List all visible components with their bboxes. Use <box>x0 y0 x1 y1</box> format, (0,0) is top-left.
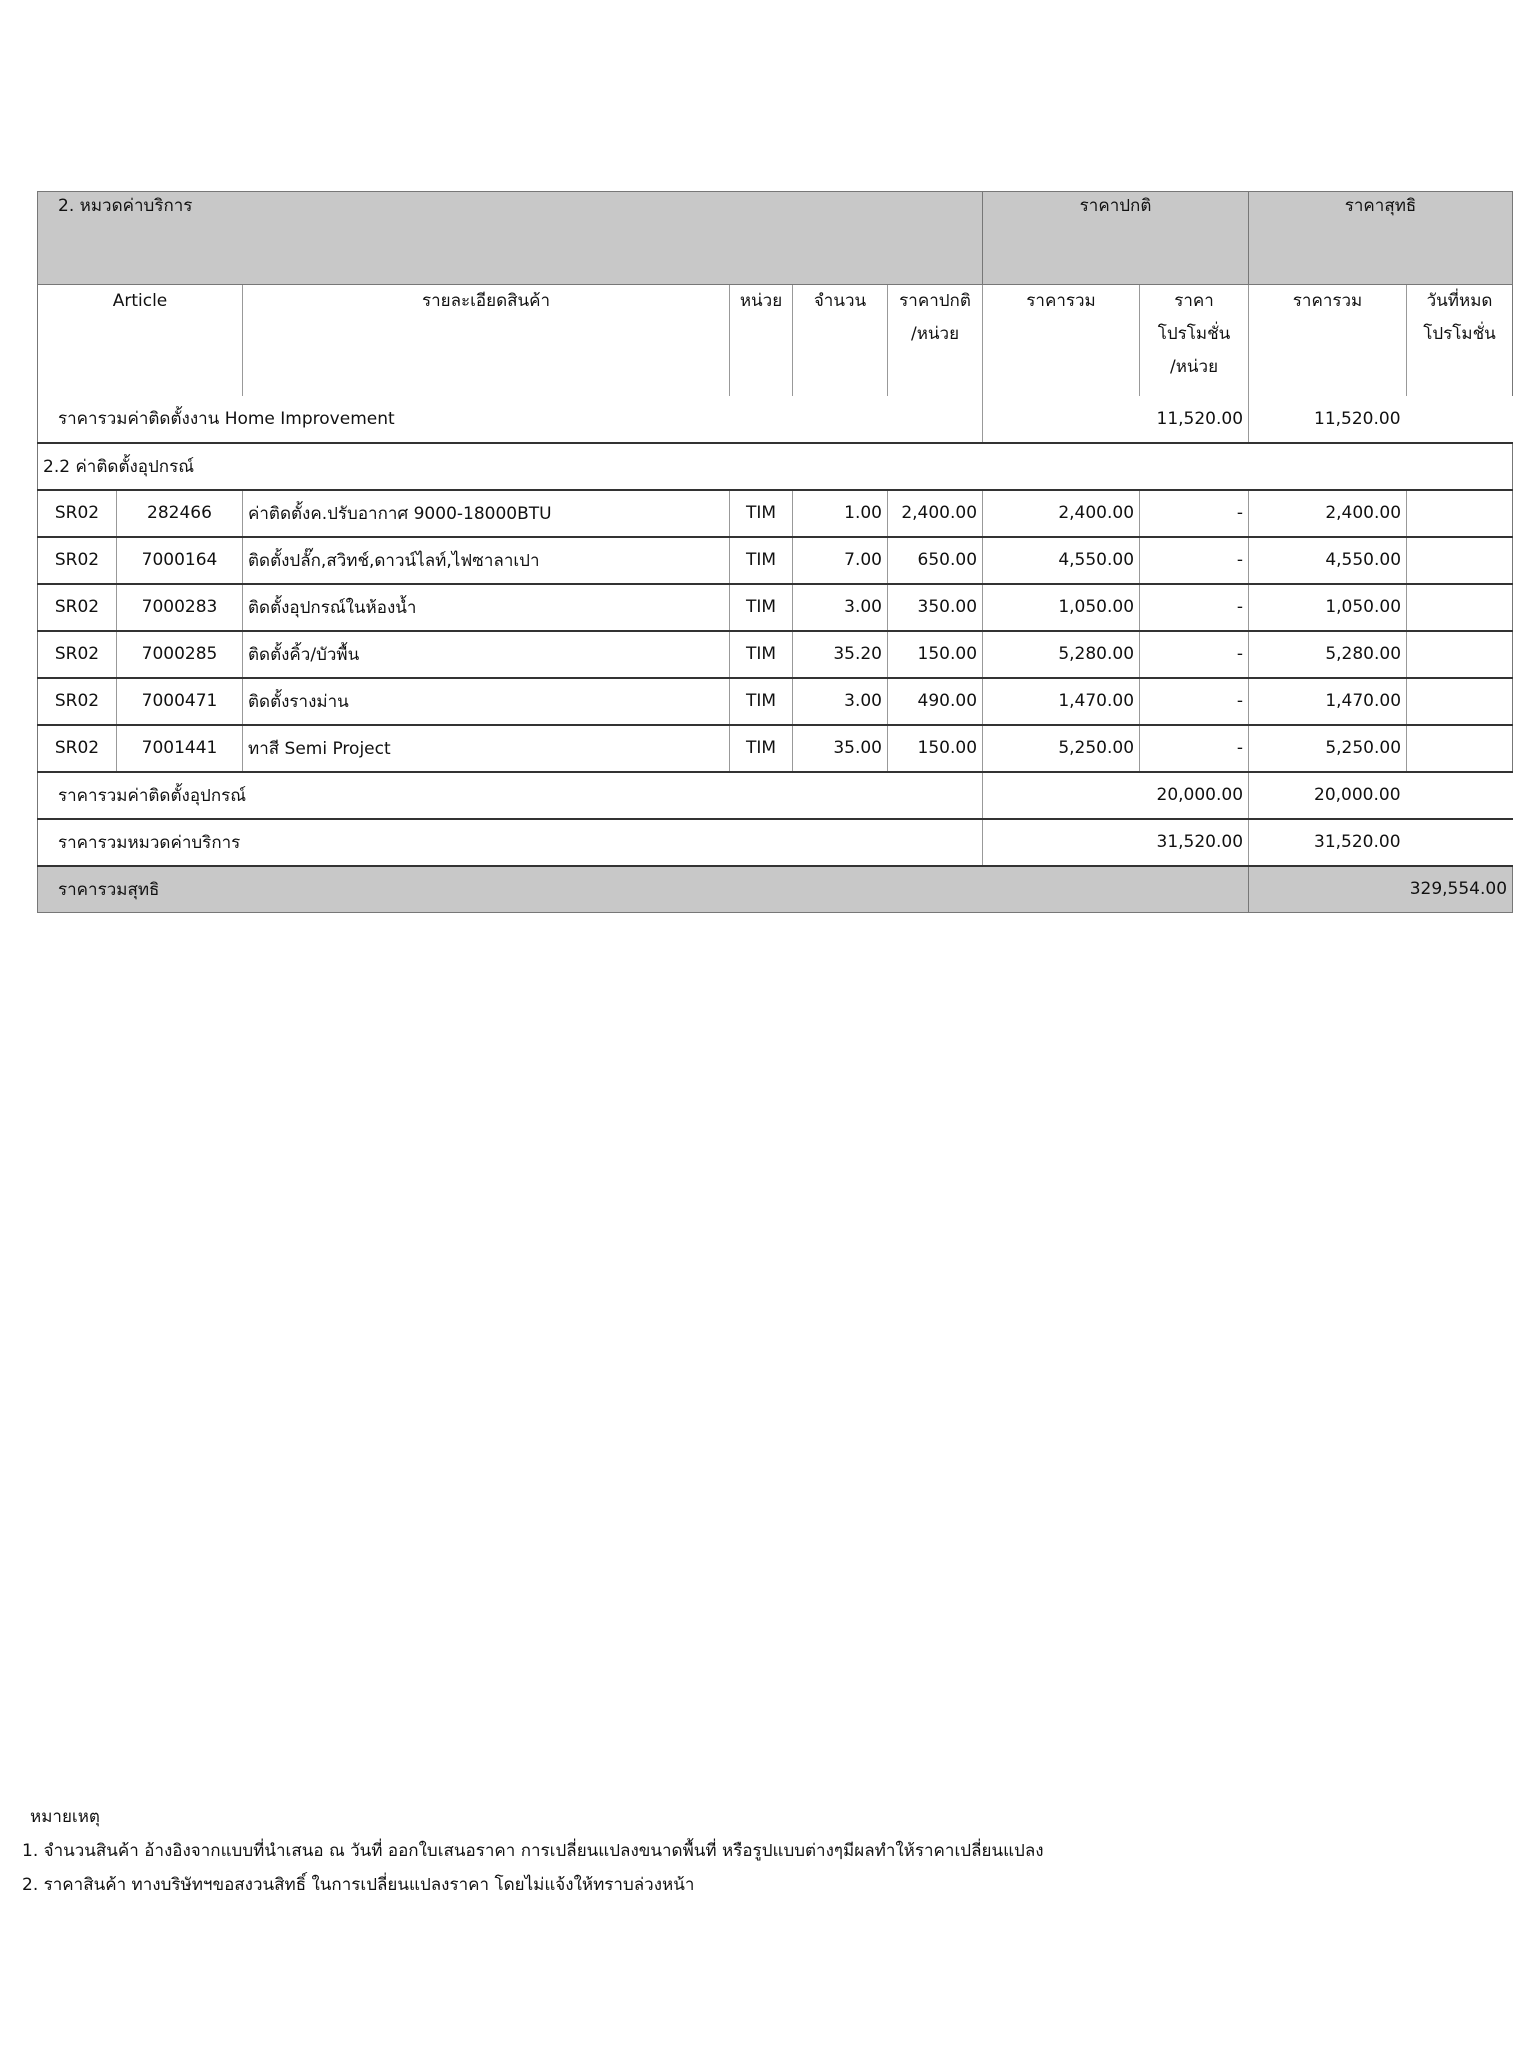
item-description: ค่าติดตั้งค.ปรับอากาศ 9000-18000BTU <box>243 490 730 537</box>
subtotal-service-regular: 31,520.00 <box>983 819 1249 866</box>
item-promo-end <box>1407 490 1513 537</box>
item-promo-end <box>1407 725 1513 772</box>
item-code: SR02 <box>38 584 117 631</box>
item-total: 1,050.00 <box>983 584 1140 631</box>
column-header-row <box>38 285 1513 396</box>
subtotal-install-net: 20,000.00 <box>1249 772 1513 819</box>
subtotal-service-net: 31,520.00 <box>1249 819 1513 866</box>
item-code: SR02 <box>38 631 117 678</box>
item-unit-price: 650.00 <box>888 537 983 584</box>
item-code: SR02 <box>38 490 117 537</box>
item-article: 7000285 <box>117 631 243 678</box>
note-line: 1. จำนวนสินค้า อ้างอิงจากแบบที่นำเสนอ ณ วันที่ ออกใบเสนอราคา การเปลี่ยนแปลงขนาดพื้นที่ หรือรูปแบบต่างๆมีผลทำให้ราคาเปลี่ยนแปลง <box>22 1841 1044 1861</box>
item-unit: TIM <box>730 537 793 584</box>
item-total: 5,280.00 <box>983 631 1140 678</box>
item-total: 4,550.00 <box>983 537 1140 584</box>
item-quantity: 1.00 <box>793 490 888 537</box>
item-promo-price: - <box>1140 725 1249 772</box>
table-row <box>38 725 1513 772</box>
grand-total-row <box>38 866 1513 913</box>
table-row <box>38 678 1513 725</box>
col-description-header: รายละเอียดสินค้า <box>243 285 730 396</box>
item-total: 2,400.00 <box>983 490 1140 537</box>
col-promo-price-header: ราคา โปรโมชั่น /หน่วย <box>1140 285 1249 396</box>
item-total: 1,470.00 <box>983 678 1140 725</box>
item-promo-price: - <box>1140 537 1249 584</box>
section-title: 2. หมวดค่าบริการ <box>38 192 983 285</box>
item-promo-end <box>1407 678 1513 725</box>
subtotal-install-row <box>38 772 1513 819</box>
col-unit-price-header: ราคาปกติ /หน่วย <box>888 285 983 396</box>
table-row <box>38 631 1513 678</box>
item-unit-price: 150.00 <box>888 631 983 678</box>
item-promo-end <box>1407 537 1513 584</box>
grand-total-value: 329,554.00 <box>1249 866 1513 913</box>
item-promo-price: - <box>1140 584 1249 631</box>
grand-total-label: ราคารวมสุทธิ <box>38 866 1249 913</box>
item-unit-price: 2,400.00 <box>888 490 983 537</box>
col-article-header: Article <box>38 285 243 396</box>
subtotal-service-row <box>38 819 1513 866</box>
subtotal-home-label: ราคารวมค่าติดตั้งงาน Home Improvement <box>38 396 983 443</box>
net-price-group-header: ราคาสุทธิ <box>1249 192 1513 285</box>
item-unit-price: 490.00 <box>888 678 983 725</box>
item-article: 7001441 <box>117 725 243 772</box>
item-net-total: 1,470.00 <box>1249 678 1407 725</box>
item-unit: TIM <box>730 725 793 772</box>
item-unit-price: 150.00 <box>888 725 983 772</box>
subtotal-home-row <box>38 396 1513 443</box>
item-promo-end <box>1407 584 1513 631</box>
item-unit: TIM <box>730 631 793 678</box>
item-unit: TIM <box>730 678 793 725</box>
col-total-header: ราคารวม <box>983 285 1140 396</box>
table-row <box>38 537 1513 584</box>
item-code: SR02 <box>38 678 117 725</box>
item-promo-price: - <box>1140 631 1249 678</box>
item-description: ติดตั้งรางม่าน <box>243 678 730 725</box>
item-net-total: 2,400.00 <box>1249 490 1407 537</box>
item-article: 7000164 <box>117 537 243 584</box>
item-description: ติดตั้งคิ้ว/บัวพื้น <box>243 631 730 678</box>
item-quantity: 7.00 <box>793 537 888 584</box>
item-net-total: 1,050.00 <box>1249 584 1407 631</box>
item-description: ติดตั้งปลั๊ก,สวิทช์,ดาวน์ไลท์,ไฟซาลาเปา <box>243 537 730 584</box>
item-code: SR02 <box>38 537 117 584</box>
item-unit: TIM <box>730 490 793 537</box>
item-quantity: 35.20 <box>793 631 888 678</box>
item-quantity: 3.00 <box>793 584 888 631</box>
subtotal-service-label: ราคารวมหมวดค่าบริการ <box>38 819 983 866</box>
note-line: 2. ราคาสินค้า ทางบริษัทฯขอสงวนสิทธิ์ ในการเปลี่ยนแปลงราคา โดยไม่แจ้งให้ทราบล่วงหน้า <box>22 1875 695 1895</box>
group-title-row <box>38 443 1513 490</box>
item-promo-price: - <box>1140 490 1249 537</box>
subtotal-home-regular: 11,520.00 <box>983 396 1249 443</box>
item-net-total: 5,250.00 <box>1249 725 1407 772</box>
item-description: ทาสี Semi Project <box>243 725 730 772</box>
item-unit: TIM <box>730 584 793 631</box>
subtotal-install-regular: 20,000.00 <box>983 772 1249 819</box>
item-code: SR02 <box>38 725 117 772</box>
regular-price-group-header: ราคาปกติ <box>983 192 1249 285</box>
item-promo-price: - <box>1140 678 1249 725</box>
item-promo-end <box>1407 631 1513 678</box>
item-article: 7000471 <box>117 678 243 725</box>
section-header-row <box>38 192 1513 285</box>
item-unit-price: 350.00 <box>888 584 983 631</box>
notes-section <box>22 1800 1044 1902</box>
item-net-total: 5,280.00 <box>1249 631 1407 678</box>
item-net-total: 4,550.00 <box>1249 537 1407 584</box>
item-quantity: 3.00 <box>793 678 888 725</box>
table-row <box>38 584 1513 631</box>
col-unit-header: หน่วย <box>730 285 793 396</box>
notes-title: หมายเหตุ <box>30 1807 100 1827</box>
item-quantity: 35.00 <box>793 725 888 772</box>
col-net-total-header: ราคารวม <box>1249 285 1407 396</box>
item-article: 282466 <box>117 490 243 537</box>
col-quantity-header: จำนวน <box>793 285 888 396</box>
subtotal-install-label: ราคารวมค่าติดตั้งอุปกรณ์ <box>38 772 983 819</box>
col-promo-end-header: วันที่หมด โปรโมชั่น <box>1407 285 1513 396</box>
table-row <box>38 490 1513 537</box>
group-title: 2.2 ค่าติดตั้งอุปกรณ์ <box>38 443 1513 490</box>
item-article: 7000283 <box>117 584 243 631</box>
service-price-table <box>37 191 1513 913</box>
subtotal-home-net: 11,520.00 <box>1249 396 1513 443</box>
item-total: 5,250.00 <box>983 725 1140 772</box>
item-description: ติดตั้งอุปกรณ์ในห้องน้ำ <box>243 584 730 631</box>
